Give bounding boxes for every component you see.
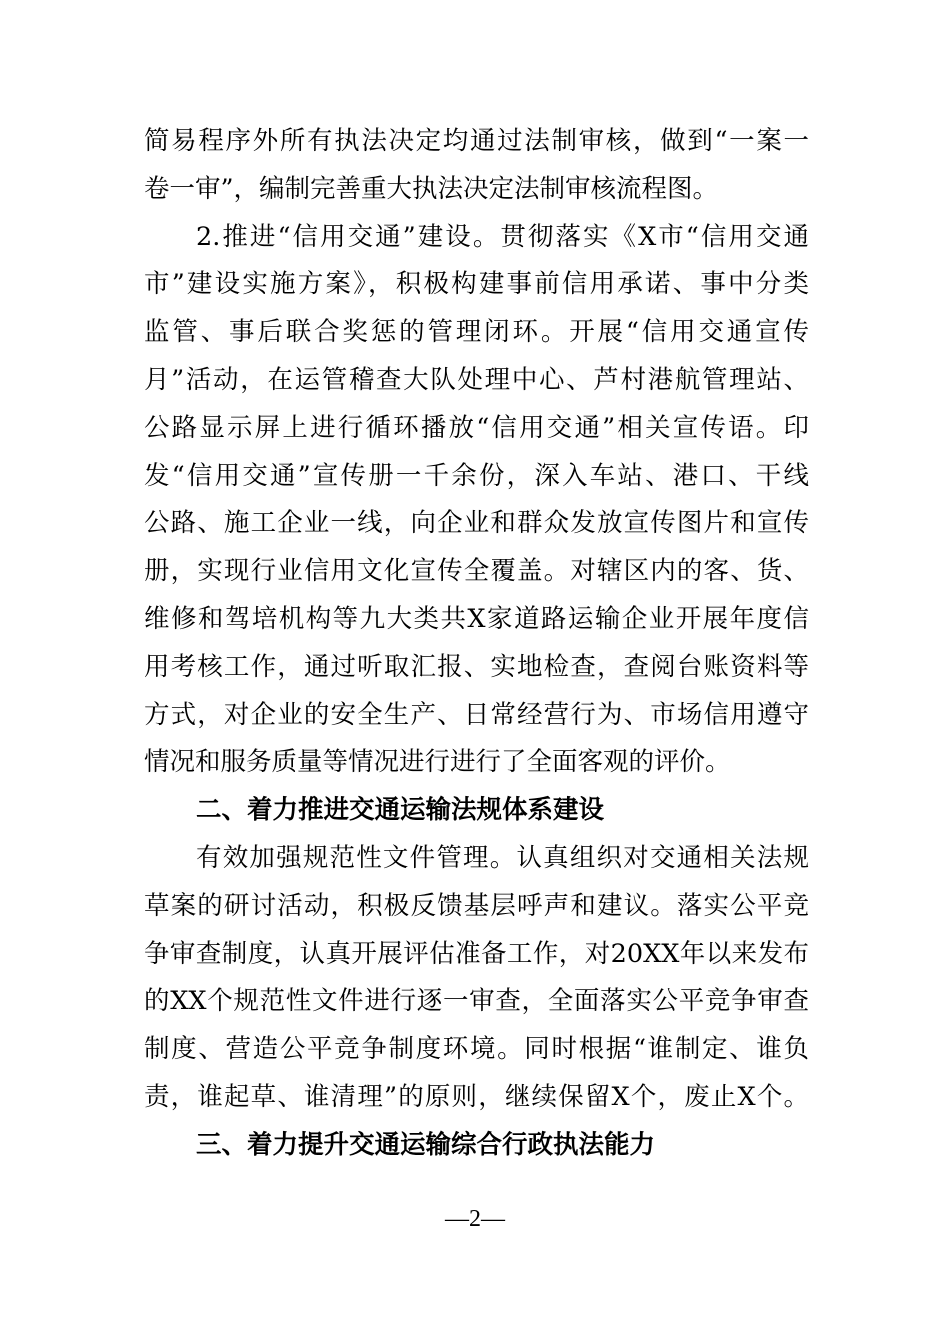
paragraph-3-line-5: 制度、营造公平竞争制度环境。同时根据“谁制定、谁负: [144, 1034, 809, 1065]
paragraph-3-line-2: 草案的研讨活动，积极反馈基层呼声和建议。落实公平竞: [144, 890, 809, 921]
paragraph-3-line-3: 争审查制度，认真开展评估准备工作，对20XX年以来发布: [144, 938, 809, 969]
paragraph-3-line-6: 责，谁起草、谁清理”的原则，继续保留X个，废止X个。: [144, 1081, 809, 1112]
section-heading-2: 二、着力推进交通运输法规体系建设: [196, 795, 605, 826]
document-body: [144, 118, 809, 1170]
paragraph-2-line-11: 方式，对企业的安全生产、日常经营行为、市场信用遵守: [144, 699, 809, 730]
paragraph-3-line-4: 的XX个规范性文件进行逐一审查，全面落实公平竞争审查: [144, 986, 809, 1017]
paragraph-1-line-1: 简易程序外所有执法决定均通过法制审核，做到“一案一: [144, 126, 809, 156]
paragraph-2-line-4: 月”活动，在运管稽查大队处理中心、芦村港航管理站、: [144, 364, 809, 395]
section-heading-3: 三、着力提升交通运输综合行政执法能力: [196, 1129, 656, 1160]
paragraph-2-line-9: 维修和驾培机构等九大类共X家道路运输企业开展年度信: [144, 603, 809, 634]
paragraph-3-line-1: 有效加强规范性文件管理。认真组织对交通相关法规: [196, 842, 809, 873]
paragraph-2-line-10: 用考核工作，通过听取汇报、实地检查，查阅台账资料等: [144, 651, 809, 682]
paragraph-2-line-1: 2.推进“信用交通”建设。贯彻落实《X市“信用交通: [196, 221, 809, 252]
paragraph-2-line-2: 市”建设实施方案》，积极构建事前信用承诺、事中分类: [144, 269, 809, 300]
page-number: —2—: [445, 1206, 505, 1232]
paragraph-2-line-8: 册，实现行业信用文化宣传全覆盖。对辖区内的客、货、: [144, 556, 809, 587]
paragraph-2-line-7: 公路、施工企业一线，向企业和群众发放宣传图片和宣传: [144, 508, 809, 539]
paragraph-2-line-3: 监管、事后联合奖惩的管理闭环。开展“信用交通宣传: [144, 317, 809, 348]
paragraph-2-line-6: 发“信用交通”宣传册一千余份，深入车站、港口、干线: [144, 460, 809, 491]
paragraph-1-line-2: 卷一审”，编制完善重大执法决定法制审核流程图。: [144, 173, 719, 204]
paragraph-2-line-12: 情况和服务质量等情况进行进行了全面客观的评价。: [144, 747, 731, 778]
paragraph-2-line-5: 公路显示屏上进行循环播放“信用交通”相关宣传语。印: [144, 412, 809, 443]
